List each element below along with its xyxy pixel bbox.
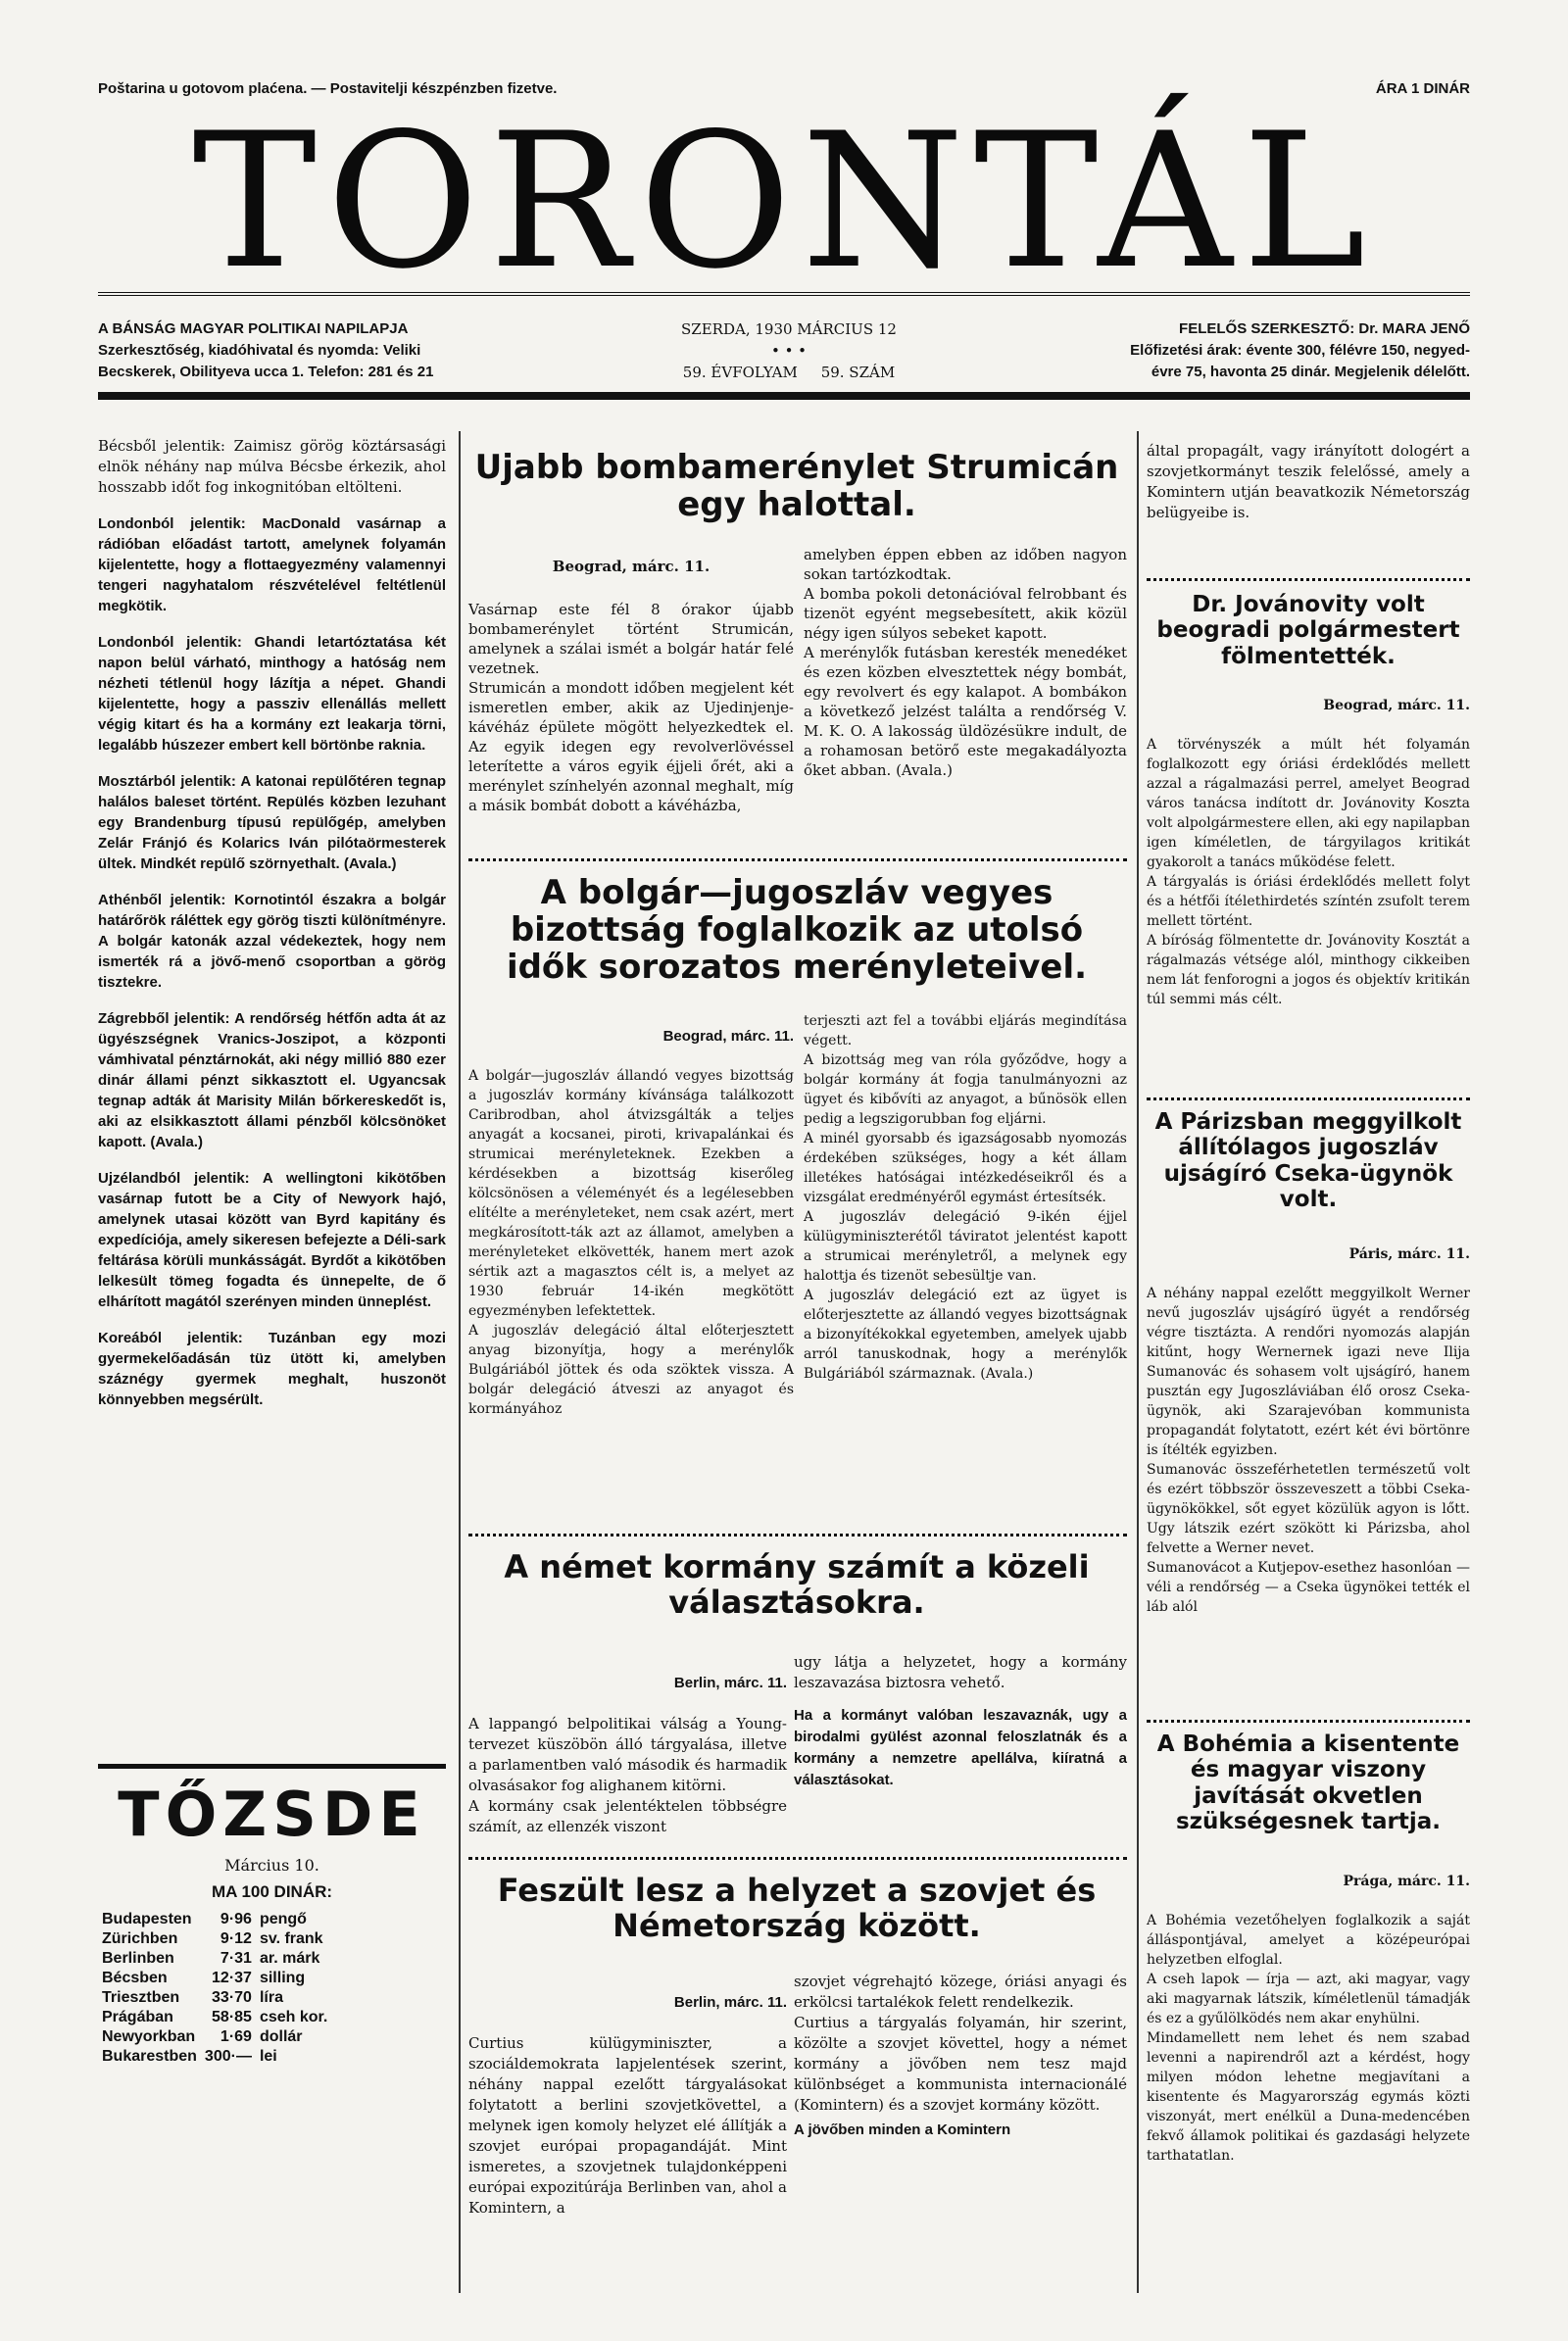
rate-city: Newyorkban	[102, 2028, 196, 2045]
rate-city: Zürichben	[102, 1930, 178, 1947]
rate-value: 12·37	[212, 1970, 252, 1986]
rate-row	[98, 1910, 331, 1929]
rate-unit: ar. márk	[259, 1950, 320, 1967]
header-left	[98, 318, 608, 383]
article1-body-right: amelyben éppen ebben az időben nagyon sokan tartózkodtak. A bomba pokoli detonációval felrobbant és tizenöt egyént megsebesített, akik közül négy igen súlyos sebeket kapott. A merénylők futásban keresték menedéket és ezen közben elvesztettek négy bombát, egy revolvert és egy kalapot. A bombákon a következő jelzést találta a rendőrség V. M. K. O. A lakosság üldözésükre indult, de a rohamosan betörő este megakadályozta őket abban. (Avala.)	[804, 546, 1127, 779]
col4-article-3	[1147, 1852, 1470, 2185]
rate-row	[98, 1949, 331, 1969]
news-item: Koreából jelentik: Tuzánban egy mozi gyermekelőadásán tüz ütött ki, amelyben száznégy gyermek meghalt, huszonöt könnyebben megsérült.	[98, 1330, 446, 1408]
news-item: Zágrebből jelentik: A rendőrség hétfőn adta át az ügyészségnek Vranics-Joszipot, a központi vámhivatal pénztárnokát, aki négy millió 880 ezer dinár állami pénzt sikkasztott el. Ugyancsak tegnap adták át Marisity Milán bőrkereskedőt is, aki az elsikkasztott állami pénzből kölcsönöket kapott. (Avala.)	[98, 1010, 446, 1150]
rate-unit: silling	[259, 1970, 306, 1986]
rate-city: Bukarestben	[102, 2048, 197, 2065]
rate-unit: sv. frank	[259, 1930, 323, 1947]
boerse-date: Március 10.	[224, 1856, 319, 1875]
article3-bold: Ha a kormányt valóban leszavaznák, ugy a birodalmi gyülést azonnal feloszlatnák és a kormány a nemzetre apellálva, kiíratná a választásokat.	[794, 1707, 1127, 1788]
article-rule-2	[468, 1534, 1127, 1536]
article4-bold: A jövőben minden a Komintern	[794, 2122, 1011, 2138]
article2-dateline: Beograd, márc. 11.	[662, 1028, 794, 1045]
header-center	[642, 318, 936, 383]
article4-right	[794, 1972, 1127, 2140]
rate-row	[98, 2027, 331, 2047]
col4-article-1	[1147, 676, 1470, 1029]
article3-body-right: ugy látja a helyzetet, hogy a kormány leszavazása biztosra vehető.	[794, 1653, 1127, 1691]
subscription-prices-2: évre 75, havonta 25 dinár. Megjelenik délelőtt.	[1151, 364, 1470, 380]
col4-dateline-3: Prága, márc. 11.	[1343, 1874, 1470, 1889]
masthead-rule	[98, 292, 1470, 296]
editorial-address-1: Szerkesztőség, kiadóhivatal és nyomda: Veliki	[98, 342, 421, 359]
issue-date: SZERDA, 1930 MÁRCIUS 12	[681, 320, 897, 338]
news-item: Mosztárból jelentik: A katonai repülőtéren tegnap halálos baleset történt. Repülés közben lezuhant egy Brandenburg típusú repülőgép, amelyben Zelár Fránjó és Kolarics Iván pilótaörmesterek ültek. Mindkét repülő szörnyethalt. (Avala.)	[98, 773, 446, 872]
paper-subtitle: A BÁNSÁG MAGYAR POLITIKAI NAPILAPJA	[98, 320, 409, 337]
article4-body-left: Curtius külügyminiszter, a szociáldemokrata lapjelentések szerint, néhány nappal ezelőtt tárgyalásokat folytatott a berlini szovjetkövettel, a melynek igen komoly helyzet elé állítják a szovjet európai propagandáját. Mint ismeretes, a szovjetnek tulajdonképpeni európai expozitúrája Berlinben van, ahol a Komintern, a	[468, 2034, 787, 2217]
article1-headline: Ujabb bombamerénylet Strumicán egy halottal.	[474, 448, 1119, 525]
subscription-prices-1: Előfizetési árak: évente 300, félévre 150, negyed-	[1130, 342, 1470, 359]
price: ÁRA 1 DINÁR	[1375, 80, 1470, 97]
article2-body-left: A bolgár—jugoszláv állandó vegyes bizottság a jugoszláv kormány kívánsága találkozott Caribrodban, ahol átvizsgálták a teljes anyagát a kocsanei, piroti, krivapalánkai és strumicai merényleteknek. Ezekben a kérdésekben a bizottság kiserőleg kölcsönösen a véleményét és a legélesebben elítélte a merényleteket, nem csak azért, mert megkárosított-ták azt az államot, amelyben a merényleteket elkövették, hanem mert azok sértik azt a magasztos célt is, a melyet az 1930 február 14-ikén megkötött egyezményben lefektettek. A jugoszláv delegáció által előterjesztett anyag bizonyítja, hogy a merénylők Bulgáriából jöttek és oda szöktek vissza. A bolgár delegáció átveszi az anyagot és kormányához	[468, 1068, 794, 1417]
rate-value: 9·96	[220, 1911, 252, 1927]
article1-dateline: Beograd, márc. 11.	[552, 558, 710, 575]
rate-value: 7·31	[220, 1950, 252, 1967]
rate-value: 58·85	[212, 2009, 252, 2025]
rate-unit: líra	[259, 1989, 283, 2006]
short-news-column	[98, 436, 446, 1426]
rate-city: Prágában	[102, 2009, 173, 2025]
rate-value: 1·69	[220, 2028, 252, 2045]
article4-headline: Feszült lesz a helyzet a szovjet és Németország között.	[497, 1872, 1097, 1944]
col4-rule-2	[1147, 1097, 1470, 1100]
col4-rule-1	[1147, 578, 1470, 581]
col4-headline-2: A Párizsban meggyilkolt állítólagos jugoszláv ujságíró Cseka-ügynök volt.	[1154, 1109, 1462, 1213]
rate-unit: pengő	[259, 1911, 307, 1927]
issue-stars: • • •	[770, 342, 808, 360]
news-item: Athénből jelentik: Kornotintól északra a bolgár határőrök ráléttek egy görög tiszti különítményre. A bolgár katonák azzal védekeztek, hogy nem ismerték rá a jövő-menő csoportban a görög tisztekre.	[98, 892, 446, 991]
article1-left	[468, 537, 794, 835]
article2-body-right: terjeszti azt fel a további eljárás megindítása végett. A bizottság meg van róla győződve, hogy a bolgár kormány át fogja tanulmányozni az ügyet és kibővíti az anyagot, a bűnösök ellen pedig a legszigorubban fog eljárni. A minél gyorsabb és igazságosabb nyomozás érdekében szükséges, hogy a két állam illetékes hatóságai intézkedéseikről és a vizsgálat eredményéről egymást értesítsék. A jugoszláv delegáció 9-ikén éjjel külügyminiszterétől táviratot jelentést kapott a strumicai merényletről, a melynek egy halottja és tizenöt sebesültje van. A jugoszláv delegáció ezt az ügyet is előterjesztette az állandó vegyes bizottságnak a bizonyítékokkal egyetemben, amelyek ujabb arról tanuskodnak, hogy a merénylők Bulgáriából származnak. (Avala.)	[804, 1013, 1127, 1382]
issue-number: 59. SZÁM	[820, 364, 896, 381]
masthead-title: TORONTÁL	[192, 93, 1376, 310]
article3-body-left: A lappangó belpolitikai válság a Young-tervezet küszöbön álló tárgyalása, illetve a parlamentben való második és harmadik olvasásakor fog alighanem kitörni. A kormány csak jelentéktelen többségre számít, az ellenzék viszont	[468, 1715, 787, 1835]
col-divider-1	[459, 431, 461, 2293]
news-item: Ujzélandból jelentik: A wellingtoni kikötőben vasárnap futott be a City of Newyork hajó, amelynek utasai között van Byrd kapitány és expedíciója, amely sikeresen befejezte a Déli-sark feltárása körüli munkásságát. Byrdőt a kikötőben lelkesült tömeg fogadta és ünnepelte, de ő elhárított magától szerényen minden ünneplést.	[98, 1170, 446, 1310]
article2-left	[468, 1007, 794, 1439]
article-rule-3	[468, 1857, 1127, 1860]
article1-body-left: Vasárnap este fél 8 órakor újabb bombamerénylet történt Strumicán, amelynek a szálai ismét a bolgár határ felé vezetnek. Strumicán a mondott időben megjelent két ismeretlen ember, akik az Ujedinjenje-kávéház épülete mögött helyezkedtek el. Az egyik idegen egy revolverlövéssel leterítette a város egyik éjjeli őrét, aki a merénylet színhelyén azonnal meghalt, míg a másik bombát dobott a kávéházba,	[468, 601, 794, 814]
boerse-subtitle: MA 100 DINÁR:	[211, 1882, 333, 1901]
col4-body-1: A törvényszék a múlt hét folyamán foglalkozott egy óriási érdeklődés mellett azzal a rágalmazási perrel, amelyet Beograd város tanácsa indított dr. Jovánovity Koszta volt alpolgármestere ellen, aki egy napilapban igen kíméletlen, de tárgyilagos kritikát gyakorolt a tanács működése felett. A tárgyalás is óriási érdeklődés mellett folyt és a hétfői ítélethirdetés színtén zsufolt terem mellett történt. A bíróság fölmentette dr. Jovánovity Kosztát a rágalmazás vétsége alól, minthogy cikkeiben nem lát fenforogni a jogos és objektív kritikán túl semmi más célt.	[1147, 737, 1470, 1007]
col4-headline-1: Dr. Jovánovity volt beogradi polgármestert fölmentették.	[1156, 592, 1460, 669]
postage-text: Poštarina u gotovom plaćena. — Postavitelji készpénzben fizetve.	[98, 80, 558, 97]
editor-in-chief: FELELŐS SZERKESZTŐ: Dr. MARA JENŐ	[1179, 320, 1470, 337]
rate-unit: cseh kor.	[259, 2009, 328, 2025]
rate-row	[98, 1929, 331, 1949]
rate-city: Triesztben	[102, 1989, 180, 2006]
header-rule	[98, 392, 1470, 400]
article4-dateline: Berlin, márc. 11.	[673, 1994, 787, 2011]
rate-value: 300·—	[204, 2048, 252, 2065]
col4-rule-3	[1147, 1720, 1470, 1723]
article3-right	[794, 1652, 1127, 1791]
article3-dateline: Berlin, márc. 11.	[673, 1675, 787, 1691]
header-right	[1009, 318, 1470, 383]
article4-body-right: szovjet végrehajtó közege, óriási anyagi és erkölcsi tartalékok felett rendelkezik. Curtius a tárgyalás folyamán, hir szerint, közölte a szovjet követtel, hogy a német kormány a jövőben nem tesz majd különbséget a kommunista internacionálé (Komintern) és a szovjet kormány között.	[794, 1973, 1127, 2114]
rate-unit: lei	[259, 2048, 277, 2065]
col4-headline-3: A Bohémia a kisentente és magyar viszony javítását okvetlen szükségesnek tartja.	[1156, 1731, 1460, 1835]
col4-dateline-2: Páris, márc. 11.	[1348, 1246, 1470, 1262]
col4-body-2: A néhány nappal ezelőtt meggyilkolt Werner nevű jugoszláv ujságíró ügyét a rendőrség végre tisztázta. A rendőri nyomozás alapján kitűnt, hogy Wernernek igazi neve Ilija Sumanovác és sohasem volt ujságíró, hanem pusztán egy Jugoszláviában élő orosz Cseka-ügynök, aki Szarajevóban kommunista propagandát folytatott, ezért két évi börtönre is ítélték egyizben. Sumanovác összeférhetetlen természetű volt és ezért többször összeveszett a többi Cseka-ügynökökkel, sőt egyet közülük agyon is lőtt. Ugy látszik ezért szökött ki Párizsba, ahol felvette a Werner nevet. Sumanovácot a Kutjepov-esethez hasonlóan — véli a rendőrség — a Cseka ügynökei tették el láb alól	[1147, 1286, 1470, 1615]
rate-value: 9·12	[220, 1930, 252, 1947]
article3-headline: A német kormány számít a közeli választásokra.	[504, 1548, 1090, 1621]
boerse-box	[98, 1779, 446, 2067]
article3-left	[468, 1652, 787, 1858]
col4-article-2	[1147, 1225, 1470, 1636]
col4-body-3: A Bohémia vezetőhelyen foglalkozik a saját álláspontjával, amelyet a középeurópai helyzetben elfoglal. A cseh lapok — írja — azt, aki magyar, vagy aki magyarnak látszik, kíméletlenül támadják és ez a gyűlölködés nem akar enyhülni. Mindamellett nem lehet és nem szabad levenni a napirendről azt a kérdést, hogy milyen módon lehetne megjavítani a kisentente és Magyarország egymás közti viszonyát, mert enélkül a Duna-medencében fekvő államok politikai és gazdasági helyzete tarthatatlan.	[1147, 1913, 1470, 2164]
col4-dateline-1: Beograd, márc. 11.	[1323, 698, 1470, 713]
rate-city: Berlinben	[102, 1950, 174, 1967]
news-item: Londonból jelentik: MacDonald vasárnap a rádióban előadást tartott, amelynek folyamán kijelentette, hogy a flottaegyezmény valamennyi tengeri nagyhatalom részvételével feltétlenül megkötik.	[98, 515, 446, 614]
editorial-address-2: Becskerek, Obilityeva ucca 1. Telefon: 281 és 21	[98, 364, 434, 380]
rate-city: Bécsben	[102, 1970, 168, 1986]
news-item: Londonból jelentik: Ghandi letartóztatása két napon belül várható, minthogy a hatóság nem nézheti tétlenül hogy lázítja a népet. Ghandi kijelentette, hogy a passziv ellenállás mellett végig kitart és ha a kormány ezt leakarja törni, legalább húszezer embert kell börtönbe raknia.	[98, 634, 446, 754]
issue-volume-number	[642, 362, 936, 383]
boerse-rule	[98, 1764, 446, 1769]
article4-left	[468, 1972, 787, 2239]
col-divider-3	[1137, 431, 1139, 2293]
col4-continuation: által propagált, vagy irányított dologért a szovjetkormányt teszik felelőssé, amely a Komintern utján beavatkozik Németország belügyeibe is.	[1147, 442, 1470, 521]
rate-row	[98, 2047, 331, 2067]
rate-city: Budapesten	[102, 1911, 192, 1927]
rate-row	[98, 1969, 331, 1988]
issue-volume: 59. ÉVFOLYAM	[682, 364, 798, 381]
news-item: Bécsből jelentik: Zaimisz görög köztársasági elnök néhány nap múlva Bécsbe érkezik, ahol hosszabb időt fog inkognitóban eltölteni.	[98, 437, 446, 496]
rates-table	[98, 1910, 331, 2067]
article-rule-1	[468, 858, 1127, 861]
boerse-title: TŐZSDE	[118, 1779, 426, 1850]
rate-value: 33·70	[212, 1989, 252, 2006]
rate-unit: dollár	[259, 2028, 303, 2045]
rate-row	[98, 1988, 331, 2008]
rate-row	[98, 2008, 331, 2027]
article2-headline: A bolgár—jugoszláv vegyes bizottság foglalkozik az utolsó idők sorozatos merényleteivel.	[506, 873, 1088, 988]
